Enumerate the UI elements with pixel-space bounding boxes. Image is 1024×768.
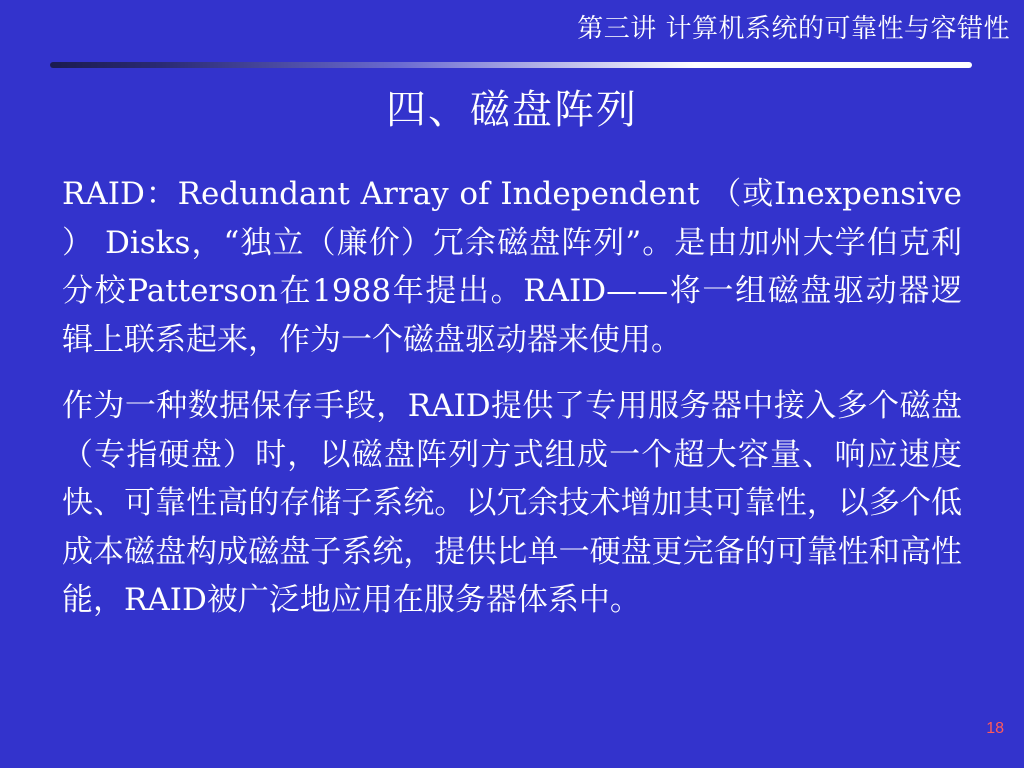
slide-title: 四、磁盘阵列 bbox=[386, 87, 638, 133]
lecture-header-title: 第三讲 计算机系统的可靠性与容错性 bbox=[577, 14, 1010, 44]
header-divider bbox=[50, 62, 972, 68]
paragraph-raid-definition: RAID：Redundant Array of Independent （或Inexpensive ） Disks，“独立（廉价）冗余磁盘阵列”。是由加州大学伯克利分校Patterson在1988年提出。RAID——将一组磁盘驱动器逻辑上联系起来，作为一个磁盘驱动器来使用。 bbox=[62, 176, 962, 358]
slide-content bbox=[62, 170, 962, 625]
page-number: 18 bbox=[986, 720, 1004, 737]
paragraph-raid-usage: 作为一种数据保存手段，RAID提供了专用服务器中接入多个磁盘（专指硬盘）时，以磁盘阵列方式组成一个超大容量、响应速度快、可靠性高的存储子系统。以冗余技术增加其可靠性，以多个低成本磁盘构成磁盘子系统，提供比单一硬盘更完备的可靠性和高性能，RAID被广泛地应用在服务器体系中。 bbox=[62, 388, 962, 618]
